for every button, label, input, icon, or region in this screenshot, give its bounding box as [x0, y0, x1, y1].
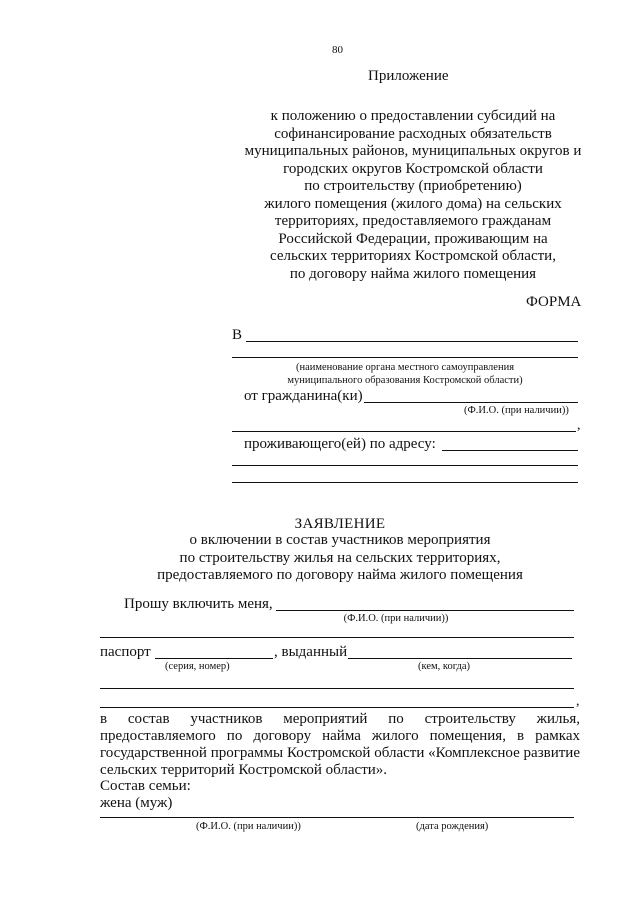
appendix-text: [228, 108, 598, 283]
passport-series-line[interactable]: [155, 658, 273, 659]
statement-subtitle-line: по строительству жилья на сельских территориях,: [179, 549, 501, 566]
appendix-line: сельских территориях Костромской области,: [270, 248, 556, 264]
paragraph-line-2: предоставляемого по договору найма жилого помещения, в рамках: [100, 728, 580, 744]
spouse-label: жена (муж): [100, 795, 173, 811]
authority-caption-2: муниципального образования Костромской области): [287, 375, 523, 386]
appendix-line: муниципальных районов, муниципальных округов и: [244, 143, 582, 159]
statement-title-text: ЗАЯВЛЕНИЕ: [294, 516, 386, 532]
issuer-line-3[interactable]: [100, 707, 574, 708]
request-fio-caption: (Ф.И.О. (при наличии)): [343, 613, 449, 624]
authority-caption-1: (наименование органа местного самоуправления: [295, 362, 515, 373]
birth-caption: (дата рождения): [416, 821, 489, 832]
family-label: Состав семьи:: [100, 778, 191, 794]
request-fio-line[interactable]: [276, 610, 574, 611]
applicant-fio-caption: (Ф.И.О. (при наличии)): [464, 405, 569, 416]
authority-field-line-1[interactable]: [246, 341, 578, 342]
appendix-line: по договору найма жилого помещения: [289, 265, 537, 282]
form-label: ФОРМА: [526, 294, 582, 310]
page-number: 80: [332, 44, 343, 56]
appendix-title: Приложение: [368, 68, 449, 84]
applicant-fio-line-2[interactable]: [232, 431, 576, 432]
authority-field-line-2[interactable]: [232, 357, 578, 358]
applicant-fio-line[interactable]: [364, 402, 578, 403]
address-line-2[interactable]: [232, 465, 578, 466]
spouse-line[interactable]: [100, 817, 574, 818]
from-label: от гражданина(ки): [244, 388, 363, 404]
paragraph-line-3: государственной программы Костромской области «Комплексное развитие: [100, 745, 580, 761]
address-label: проживающего(ей) по адресу:: [244, 436, 436, 452]
appendix-line: по строительству (приобретению): [304, 178, 522, 194]
appendix-line: жилого помещения (жилого дома) на сельских: [264, 195, 562, 212]
appendix-line: территориях, предоставляемого гражданам: [274, 213, 552, 229]
passport-label: паспорт: [100, 644, 151, 660]
statement-title: [100, 515, 580, 533]
address-line-3[interactable]: [232, 482, 578, 483]
request-fio-line-2[interactable]: [100, 637, 574, 638]
request-label: Прошу включить меня,: [124, 596, 273, 612]
issuer-caption: (кем, когда): [418, 661, 470, 672]
appendix-line: к положению о предоставлении субсидий на: [270, 108, 556, 124]
statement-subtitle-line: предоставляемого по договору найма жилого помещения: [157, 567, 523, 583]
issuer-line[interactable]: [348, 658, 572, 659]
issuer-line-2[interactable]: [100, 688, 574, 689]
comma: ,: [577, 418, 581, 433]
issued-label: , выданный: [274, 644, 348, 660]
series-caption: (серия, номер): [165, 661, 230, 672]
address-line-1[interactable]: [442, 450, 578, 451]
spouse-fio-caption: (Ф.И.О. (при наличии)): [196, 821, 301, 832]
paragraph-line-1: в состав участников мероприятий по строительству жилья,: [100, 711, 580, 727]
appendix-line: городских округов Костромской области: [283, 160, 543, 177]
to-prefix: В: [232, 327, 243, 343]
comma: ,: [576, 694, 580, 709]
statement-subtitle-line: о включении в состав участников мероприятия: [189, 532, 491, 548]
paragraph-line-4: сельских территорий Костромской области».: [100, 762, 388, 778]
appendix-line: Российской Федерации, проживающим на: [278, 230, 548, 247]
statement-subtitle: [100, 532, 580, 585]
appendix-line: софинансирование расходных обязательств: [274, 125, 552, 142]
